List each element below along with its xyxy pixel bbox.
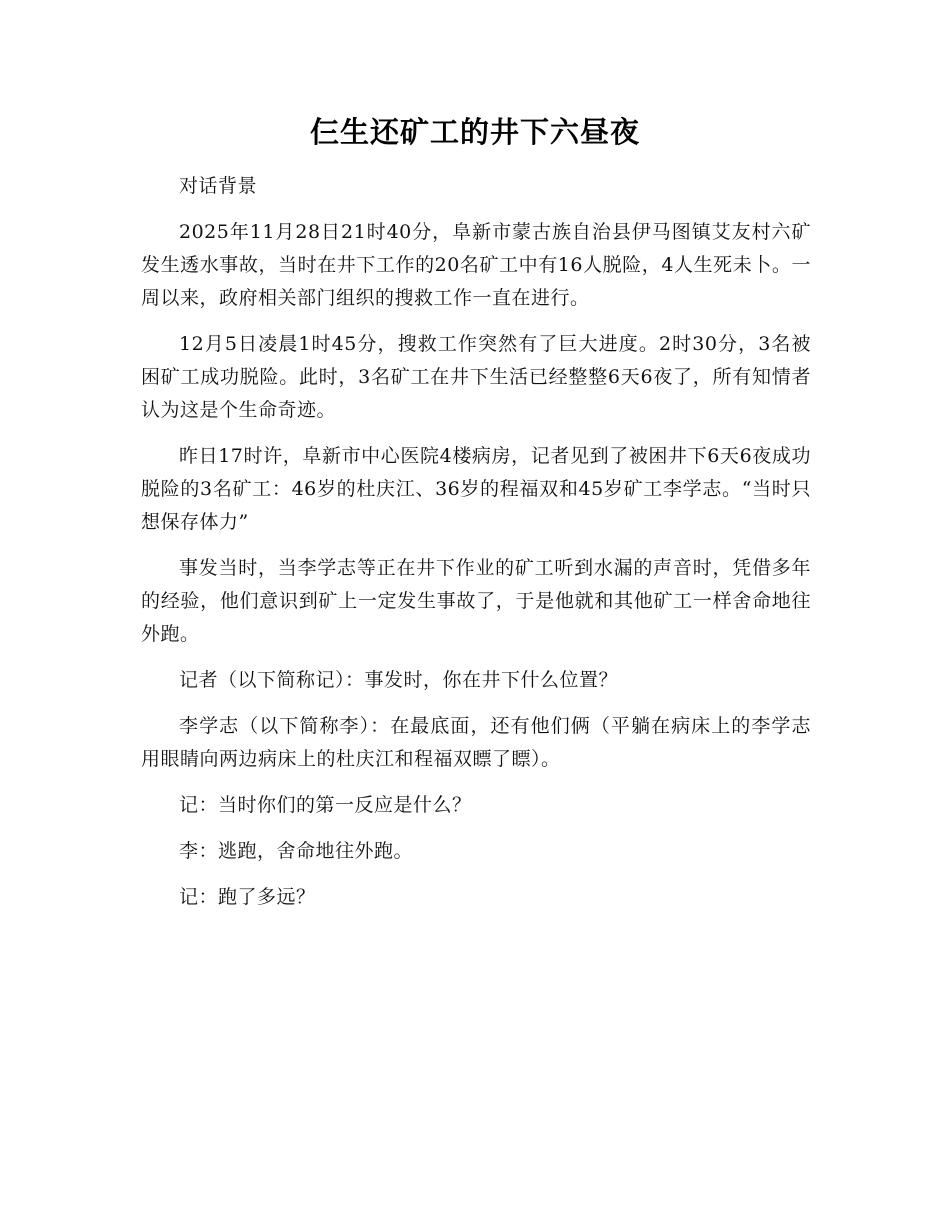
document-title: 仨生还矿工的井下六昼夜: [309, 115, 640, 149]
document-body: [141, 170, 811, 927]
paragraph-escape: 事发当时，当李学志等正在井下作业的矿工听到水漏的声音时，凭借多年的经验，他们意识到矿上一定发生事故了，于是他就和其他矿工一样舍命地往外跑。: [141, 557, 811, 645]
paragraph-background-heading: 对话背景: [179, 175, 258, 197]
paragraph-rescue: 12月5日凌晨1时45分，搜救工作突然有了巨大进度。2时30分，3名被困矿工成功脱险。此时，3名矿工在井下生活已经整整6天6夜了，所有知情者认为这是个生命奇迹。: [141, 333, 811, 421]
paragraph-answer-position: 李学志（以下简称李）：在最底面，还有他们俩（平躺在病床上的李学志用眼睛向两边病床上的杜庆江和程福双瞟了瞟）。: [141, 715, 811, 770]
paragraph-question-distance: 记：跑了多远？: [179, 886, 316, 908]
paragraph-hospital: 昨日17时许，阜新市中心医院4楼病房，记者见到了被困井下6天6夜成功脱险的3名矿工：46岁的杜庆江、36岁的程福双和45岁矿工李学志。“当时只想保存体力”: [141, 445, 811, 533]
paragraph-question-reaction: 记：当时你们的第一反应是什么？: [179, 794, 472, 816]
paragraph-question-position: 记者（以下简称记）：事发时，你在井下什么位置？: [179, 669, 619, 691]
paragraph-answer-reaction: 李：逃跑，舍命地往外跑。: [179, 840, 414, 862]
paragraph-incident: 2025年11月28日21时40分，阜新市蒙古族自治县伊马图镇艾友村六矿发生透水事故，当时在井下工作的20名矿工中有16人脱险，4人生死未卜。一周以来，政府相关部门组织的搜救工作一直在进行。: [141, 221, 811, 309]
